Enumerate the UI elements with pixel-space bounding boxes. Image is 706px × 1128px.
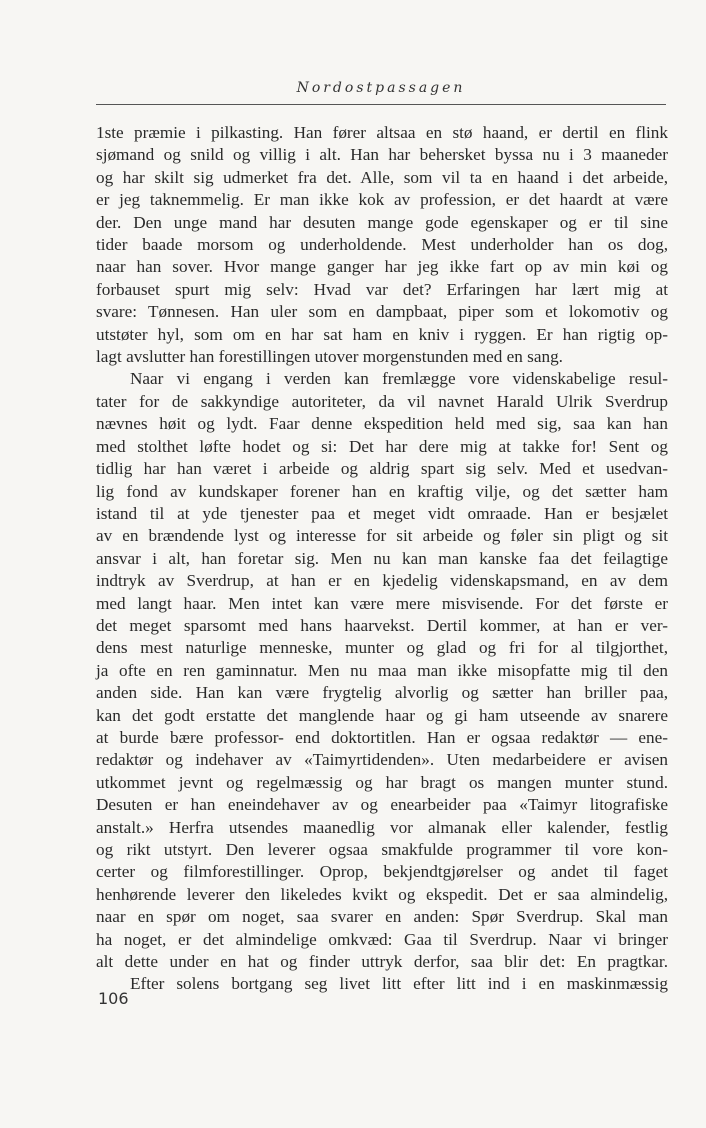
- text-line: svare: Tønnesen. Han uler som en dampbaat, piper som et lokomotiv og: [96, 302, 668, 322]
- text-line: Desuten er han eneindehaver av og enearbeider paa «Taimyr litografiske: [96, 795, 668, 815]
- text-line: og har skilt sig udmerket fra det. Alle, som vil ta en haand i det arbeide,: [96, 167, 668, 187]
- text-line: utstøter hyl, som om en har sat ham en kniv i ryggen. Er han rigtig op-: [96, 324, 668, 344]
- text-line: Efter solens bortgang seg livet litt efter litt ind i en maskinmæssig: [130, 974, 668, 994]
- text-line: 1ste præmie i pilkasting. Han fører altsaa en stø haand, er dertil en flink: [96, 123, 668, 142]
- text-line: det meget sparsomt med hans haarvekst. Dertil kommer, at han er ver-: [96, 615, 668, 635]
- text-line: anstalt.» Herfra utsendes maanedlig vor almanak eller kalender, festlig: [96, 817, 668, 837]
- body-text: [96, 122, 668, 996]
- text-line: henhørende leverer den likeledes kvikt og ekspedit. Det er saa almindelig,: [96, 884, 668, 904]
- text-line: utkommet jevnt og regelmæssig og har bragt os mangen munter stund.: [96, 772, 668, 792]
- text-line: er jeg taknemmelig. Er man ikke kok av profession, er det haardt at være: [96, 190, 668, 210]
- text-line: og rikt utstyrt. Den leverer ogsaa smakfulde programmer til vore kon-: [96, 840, 668, 859]
- text-line: alt dette under en hat og finder uttryk derfor, saa blir det: En pragtkar.: [96, 952, 668, 972]
- text-line: sjømand og snild og villig i alt. Han har behersket byssa nu i 3 maaneder: [96, 145, 668, 165]
- text-line: ja ofte en ren gaminnatur. Men nu maa man ikke misopfatte mig til den: [96, 660, 668, 680]
- text-line: certer og filmforestillinger. Oprop, bekjendtgjørelser og andet til faget: [96, 862, 668, 882]
- text-line: indtryk av Sverdrup, at han er en kjedelig videnskapsmand, en av dem: [96, 571, 668, 591]
- text-line: tider baade morsom og underholdende. Mest underholder han os dog,: [96, 235, 668, 255]
- text-line: Naar vi engang i verden kan fremlægge vore videnskabelige resul-: [130, 369, 668, 389]
- text-line: ha noget, er det almindelige omkvæd: Gaa til Sverdrup. Naar vi bringer: [96, 929, 668, 949]
- text-line: forbauset spurt mig selv: Hvad var det? Erfaringen har lært mig at: [96, 279, 668, 299]
- text-line: istand til at yde tjenester paa et meget vidt omraade. Han er besjælet: [96, 503, 668, 523]
- text-line: der. Den unge mand har desuten mange gode egenskaper og er til sine: [96, 212, 668, 232]
- text-line: ansvar i alt, han foretar sig. Men nu kan man kanske faa det feilagtige: [96, 548, 668, 568]
- text-line: anden side. Han kan være frygtelig alvorlig og sætter han briller paa,: [96, 683, 668, 703]
- text-line: av en brændende lyst og interesse for sit arbeide og føler sin pligt og sit: [96, 526, 668, 546]
- text-line: lagt avslutter han forestillingen utover morgenstunden med en sang.: [96, 347, 563, 367]
- running-header: Nordostpassagen: [296, 80, 466, 96]
- text-line: med langt haar. Men intet kan være mere misvisende. For det første er: [96, 593, 668, 613]
- text-line: nævnes høit og lydt. Faar denne ekspedition held med sig, saa kan han: [96, 414, 668, 434]
- header-rule: [96, 104, 666, 105]
- text-line: tidlig har han været i arbeide og aldrig spart sig selv. Med et usedvan-: [96, 459, 668, 479]
- text-line: lig fond av kundskaper forener han en kraftig vilje, og det sætter ham: [96, 481, 668, 501]
- page-number: 106: [98, 989, 129, 1008]
- text-line: at burde bære professor- end doktortitlen. Han er ogsaa redaktør — ene-: [96, 727, 668, 747]
- text-line: kan det godt erstatte det manglende haar og gi ham utseende av snarere: [96, 705, 668, 725]
- text-line: redaktør og indehaver av «Taimyrtidenden». Uten medarbeidere er avisen: [96, 750, 668, 770]
- text-line: dens mest naturlige menneske, munter og glad og fri for al tilgjorthet,: [96, 638, 668, 658]
- text-line: tater for de sakkyndige autoriteter, da vil navnet Harald Ulrik Sverdrup: [96, 391, 668, 411]
- text-line: naar han sover. Hvor mange ganger har jeg ikke fart op av min køi og: [96, 257, 668, 277]
- text-line: med stolthet løfte hodet og si: Det har dere mig at takke for! Sent og: [96, 436, 668, 456]
- text-line: naar en spør om noget, saa svarer en anden: Spør Sverdrup. Skal man: [96, 907, 668, 927]
